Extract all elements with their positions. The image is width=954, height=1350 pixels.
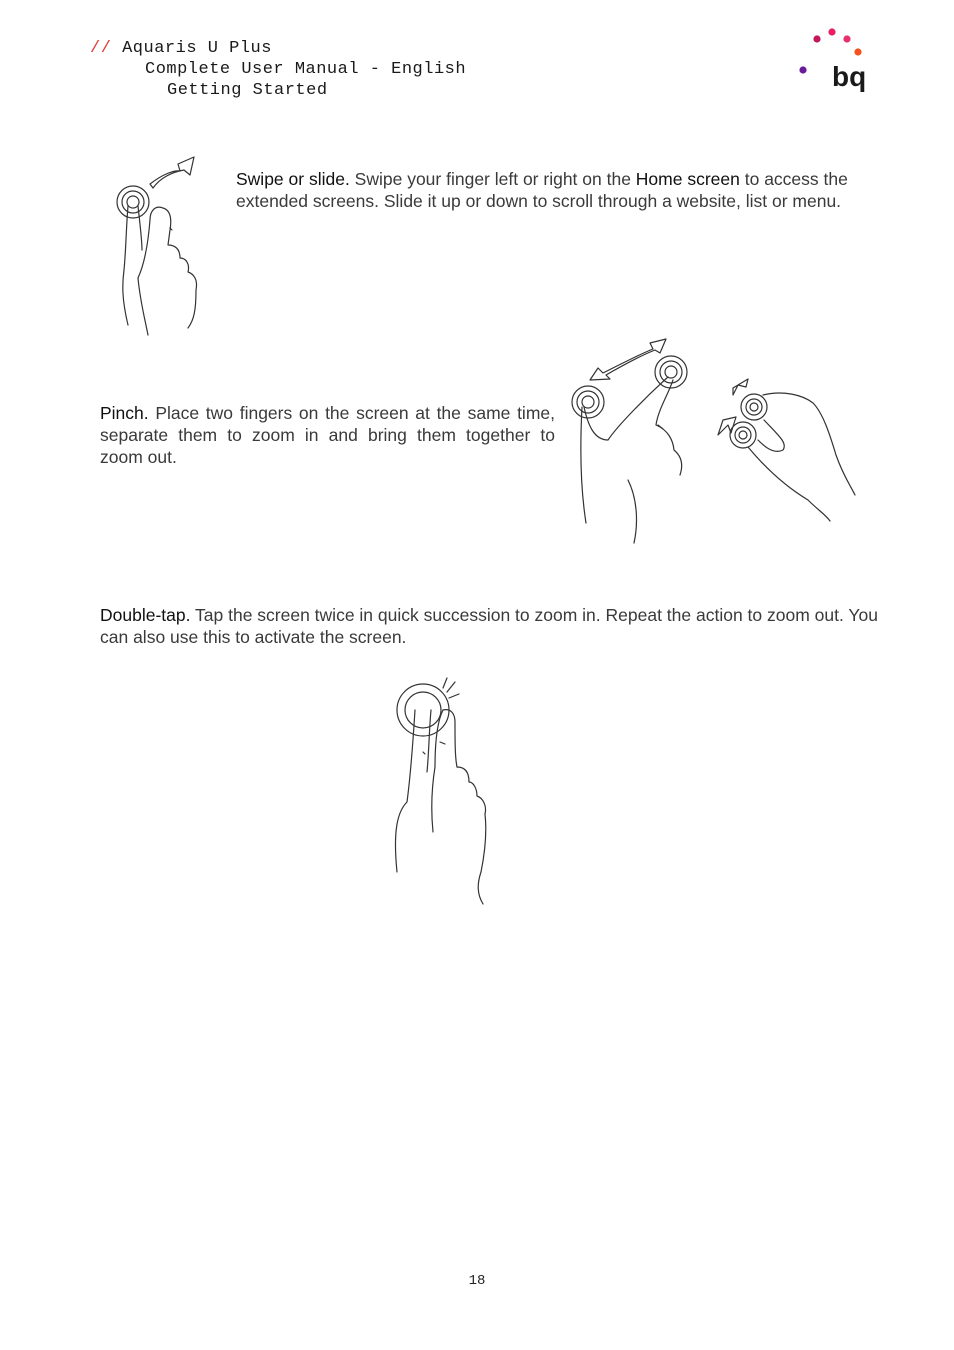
logo-dot-icon bbox=[799, 66, 806, 73]
logo-dot-icon bbox=[828, 28, 835, 35]
pinch-lead: Pinch. bbox=[100, 403, 149, 423]
header-product: Aquaris U Plus bbox=[122, 39, 272, 58]
pinch-gesture-icon bbox=[568, 325, 863, 550]
logo-text: bq bbox=[832, 61, 867, 92]
document-header bbox=[90, 38, 466, 101]
double-tap-paragraph bbox=[100, 604, 880, 648]
swipe-text-after: to access the extended screens. Slide it up or down to scroll through a website, list or menu. bbox=[236, 169, 848, 211]
swipe-home-screen: Home screen bbox=[635, 169, 740, 189]
pinch-paragraph bbox=[100, 402, 555, 468]
logo-dot-icon bbox=[854, 48, 861, 55]
header-section: Getting Started bbox=[167, 81, 328, 100]
swipe-lead: Swipe or slide. bbox=[236, 169, 350, 189]
swipe-paragraph bbox=[236, 168, 876, 212]
header-manual: Complete User Manual - English bbox=[145, 60, 467, 79]
swipe-text-before: Swipe your finger left or right on the bbox=[349, 169, 636, 189]
header-line-product bbox=[90, 38, 466, 59]
double-tap-gesture-icon bbox=[385, 672, 515, 910]
page-number: 18 bbox=[468, 1273, 486, 1289]
double-tap-text: Tap the screen twice in quick succession to zoom in. Repeat the action to zoom out. You can also use this to activate the screen. bbox=[100, 605, 878, 647]
logo-dot-icon bbox=[843, 35, 850, 42]
pinch-text: Place two fingers on the screen at the same time, separate them to zoom in and bring them together to zoom out. bbox=[100, 403, 555, 467]
header-slashes: // bbox=[90, 39, 112, 58]
logo-dot-icon bbox=[813, 35, 820, 42]
double-tap-lead: Double-tap. bbox=[100, 605, 191, 625]
swipe-gesture-icon bbox=[108, 150, 228, 340]
bq-logo bbox=[795, 26, 867, 96]
